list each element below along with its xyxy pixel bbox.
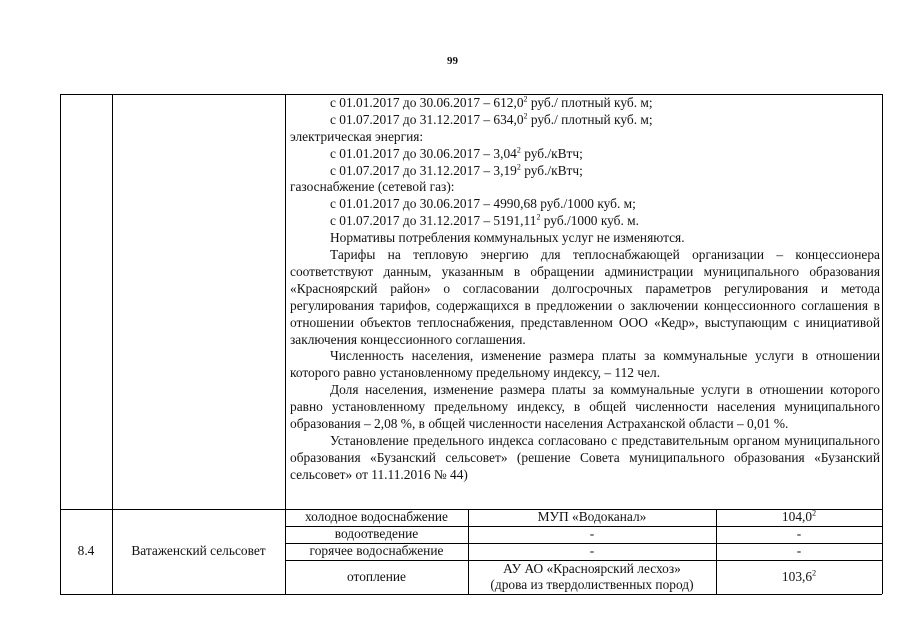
service-name: водоотведение xyxy=(334,526,419,541)
index-value: - xyxy=(796,543,802,558)
service-name: горячее водоснабжение xyxy=(309,543,444,558)
tariff-line: с 01.01.2017 до 30.06.2017 – 3,04$^2$ руб./кВтч; xyxy=(330,145,583,161)
tariff-description xyxy=(290,95,880,484)
tariff-line: с 01.07.2017 до 31.12.2017 – 5191,11$^2$ руб./1000 куб. м. xyxy=(330,212,639,229)
organization-name: АУ АО «Красноярский лесхоз» xyxy=(503,561,681,576)
paragraph-heat-tariffs: Тарифы на тепловую энергию для теплоснабжающей организации – концессионера соответствуют данным, указанным в обращении администрации муниципального образования «Красноярский район» о согласовании долгосрочных параметров регулирования и метода регулирования тарифов, содержащихся в предложении о заключении концессионного соглашения в отношении объектов теплоснабжения, представленном ООО «Кедр», выступающим с инициативой заключения концессионного соглашения. xyxy=(290,247,880,347)
paragraph-population-share: Доля населения, изменение размера платы за коммунальные услуги в отношении которого равно установленному предельному индексу, в общей численности населения муниципального образования – 2,08 %, в общей численности населения Астраханской области – 0,01 %. xyxy=(290,382,880,432)
municipality-name: Ватаженский сельсовет xyxy=(131,543,266,558)
service-name: холодное водоснабжение xyxy=(304,509,449,524)
index-value: - xyxy=(796,526,802,541)
service-name: отопление xyxy=(347,569,406,584)
norms-statement: Нормативы потребления коммунальных услуг не изменяются. xyxy=(330,230,685,246)
tariff-heading: электрическая энергия: xyxy=(290,128,424,144)
col-separator xyxy=(112,94,113,594)
tariff-line: с 01.07.2017 до 31.12.2017 – 634,0$^2$ руб./ плотный куб. м; xyxy=(330,111,653,127)
tariff-heading: газоснабжение (сетевой газ): xyxy=(290,179,455,195)
row-number: 8.4 xyxy=(77,543,95,558)
organization-name: - xyxy=(589,526,595,541)
organization-name: - xyxy=(589,543,595,558)
index-value: 104,0$^2$ xyxy=(781,508,817,524)
paragraph-agreement: Установление предельного индекса согласовано с представительным органом муниципального образования «Бузанский сельсовет» (решение Совета муниципального образования «Бузанский сельсовет» от 11.11.2016 № 44) xyxy=(290,432,880,482)
table-left-border xyxy=(60,94,61,594)
index-value: 103,6$^2$ xyxy=(781,568,817,584)
tariff-line: с 01.07.2017 до 31.12.2017 – 3,19$^2$ руб./кВтч; xyxy=(330,162,583,178)
tariff-line: с 01.01.2017 до 30.06.2017 – 612,0$^2$ руб./ плотный куб. м; xyxy=(330,94,653,110)
table-bottom-border xyxy=(60,594,882,595)
organization-note: (дрова из твердолиственных пород) xyxy=(490,577,694,592)
organization-name: МУП «Водоканал» xyxy=(537,509,647,524)
table-right-border xyxy=(882,94,883,594)
page-number: 99 xyxy=(447,55,458,67)
tariff-line: с 01.01.2017 до 30.06.2017 – 4990,68 руб./1000 куб. м; xyxy=(330,196,636,212)
paragraph-population-count: Численность населения, изменение размера платы за коммунальные услуги в отношении которого равно установленному предельному индексу, – 112 чел. xyxy=(290,348,880,381)
